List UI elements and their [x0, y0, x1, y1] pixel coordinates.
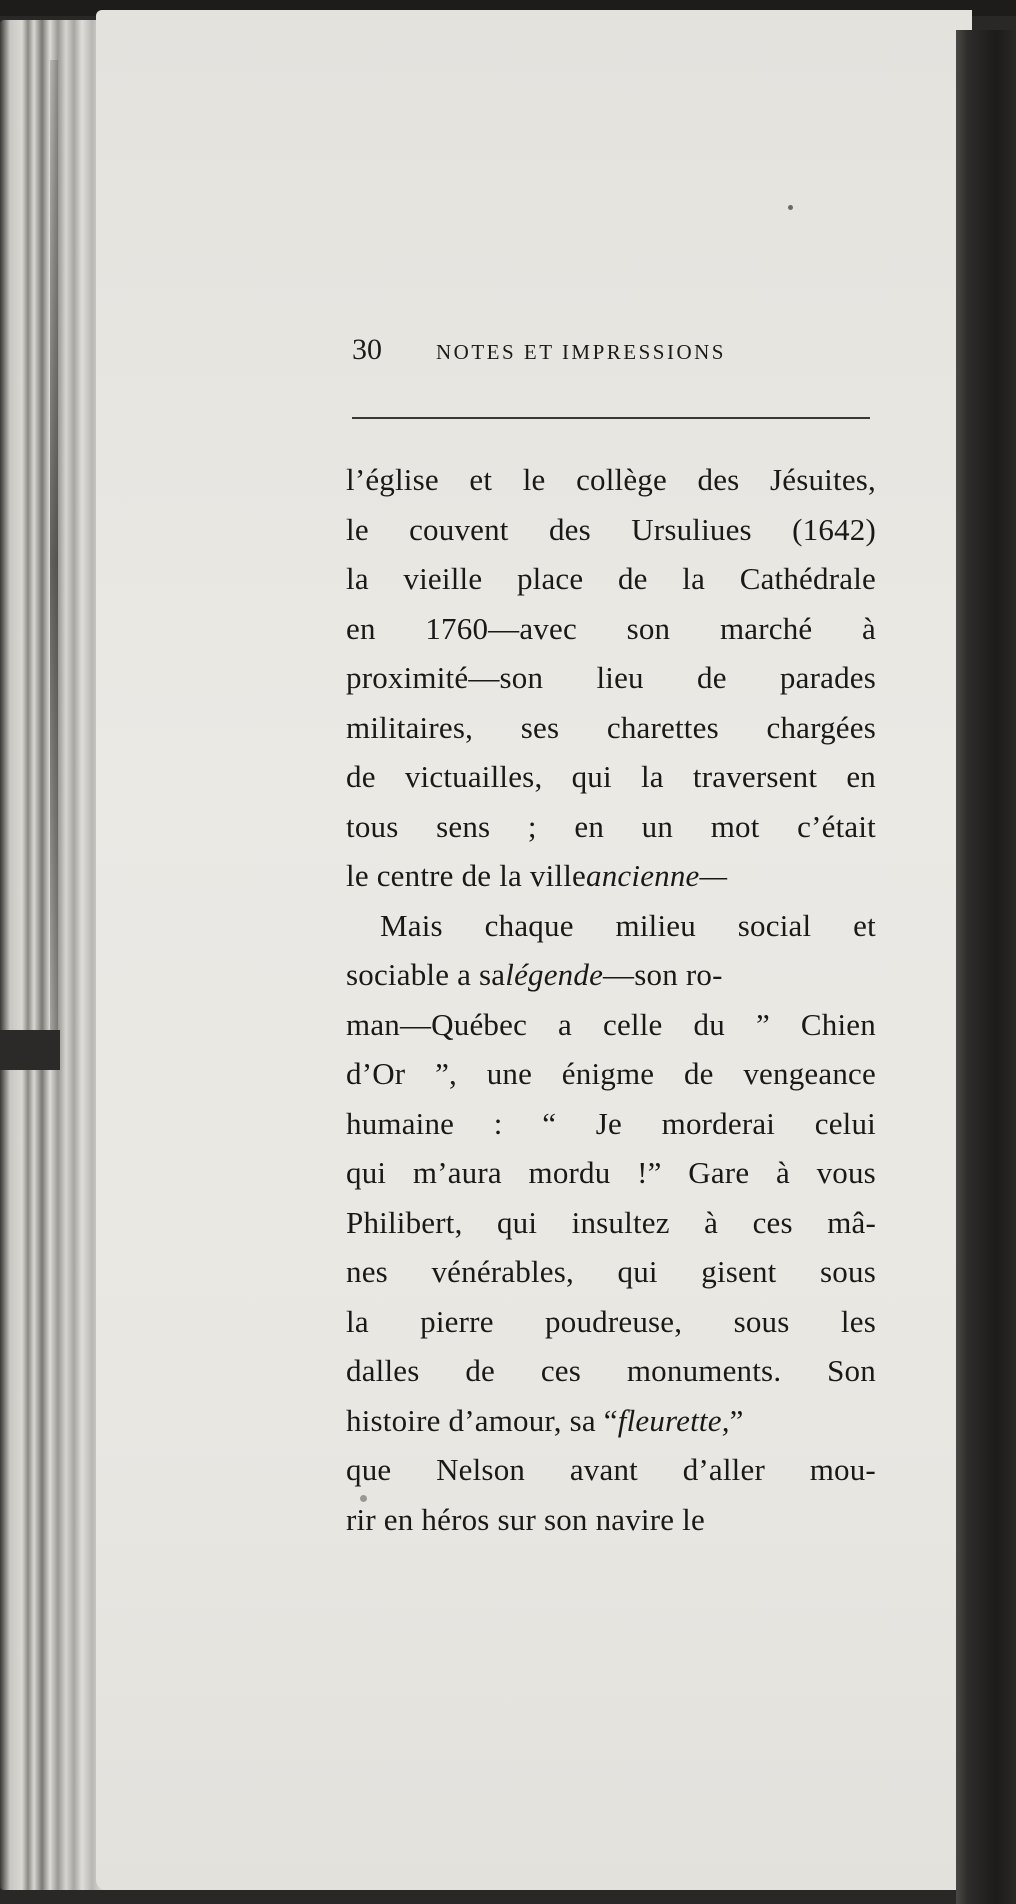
text-word: mordu [528, 1155, 611, 1190]
text-word: la [346, 561, 369, 596]
text-word: collège [576, 462, 667, 497]
text-word: : [493, 1105, 503, 1141]
text-line [346, 1000, 876, 1050]
running-header [352, 330, 792, 370]
text-word: Son [827, 1353, 876, 1388]
text-line [346, 1049, 876, 1099]
text-word: Philibert, [346, 1204, 463, 1240]
text-word: sens [436, 808, 491, 844]
book-binding [956, 30, 1016, 1904]
text-word: du [693, 1006, 725, 1042]
text-word: Nelson [436, 1452, 526, 1487]
text-span: sociable a sa [346, 957, 506, 992]
text-word: milieu [615, 907, 696, 943]
text-word: la [682, 561, 706, 596]
text-word: de [617, 561, 648, 596]
text-line [346, 1297, 876, 1347]
text-word: ”, [435, 1056, 457, 1091]
text-word: Mais [380, 907, 443, 943]
text-word: victuailles, [404, 759, 543, 794]
text-word: de [683, 1056, 714, 1091]
text-word: ; [527, 808, 537, 844]
text-line [346, 1346, 876, 1396]
text-word: Gare [688, 1155, 750, 1190]
text-span: rir en héros sur son navire le [346, 1501, 705, 1537]
text-word: Je [595, 1105, 623, 1141]
text-line [346, 1445, 876, 1495]
text-word: (1642) [792, 511, 876, 547]
text-word: place [516, 561, 584, 596]
text-word: militaires, [346, 709, 474, 745]
text-word: son [626, 610, 671, 646]
paragraph-start-line [346, 901, 876, 951]
text-word: dalles [346, 1353, 420, 1388]
text-line [346, 1198, 876, 1248]
text-word: et [469, 462, 493, 497]
page-edge-notch [0, 1030, 60, 1070]
text-line [346, 653, 876, 703]
text-word: c’était [797, 808, 876, 844]
page-number: 30 [352, 333, 382, 366]
text-word: monuments. [626, 1353, 782, 1388]
text-word: vous [816, 1155, 876, 1190]
text-word: énigme [561, 1056, 655, 1091]
text-word: m’aura [412, 1155, 502, 1190]
text-word: poudreuse, [545, 1303, 683, 1339]
text-word: a [558, 1006, 573, 1042]
text-word: et [853, 907, 876, 943]
text-word: des [697, 462, 740, 497]
text-word: en [846, 759, 876, 794]
text-word: à [862, 610, 876, 646]
paper-speck [788, 205, 793, 210]
text-span [346, 851, 727, 901]
text-line [346, 455, 876, 505]
text-word: Ursuliues [631, 511, 752, 547]
text-word: Cathédrale [739, 561, 876, 596]
text-word: traversent [692, 759, 818, 794]
text-span: ” [729, 1402, 744, 1438]
text-word: des [548, 511, 591, 547]
text-word: la [346, 1303, 369, 1339]
text-line [346, 1099, 876, 1149]
text-word: social [737, 907, 812, 943]
text-word: l’église [346, 462, 439, 497]
text-word: Chien [800, 1006, 876, 1042]
text-word: charettes [606, 709, 719, 745]
text-word: tous [346, 808, 399, 844]
body-text [346, 455, 876, 1544]
text-word: de [465, 1353, 496, 1388]
text-word: que [346, 1452, 392, 1487]
text-word: les [840, 1303, 876, 1339]
running-title: NOTES ET IMPRESSIONS [436, 340, 726, 364]
text-line [346, 752, 876, 802]
text-word: en [574, 808, 605, 844]
text-span [346, 1396, 744, 1446]
text-span: le centre de la ville [346, 858, 587, 893]
text-word: d’aller [682, 1452, 765, 1487]
text-word: celui [814, 1105, 876, 1141]
text-word: de [346, 759, 376, 794]
text-word: morderai [661, 1105, 776, 1141]
text-span [346, 950, 723, 1000]
text-word: ces [752, 1204, 793, 1240]
text-line [346, 703, 876, 753]
text-word: à [704, 1204, 719, 1240]
text-word: de [697, 660, 727, 695]
text-line [346, 554, 876, 604]
italic-word: légende [505, 957, 604, 992]
text-word: en [346, 610, 376, 646]
text-span: —son ro- [603, 957, 723, 992]
text-line [346, 950, 876, 1000]
text-word: insultez [571, 1204, 670, 1240]
text-word: parades [779, 660, 876, 695]
text-word: vengeance [743, 1056, 876, 1091]
text-word: une [486, 1056, 533, 1091]
text-line [346, 851, 876, 901]
italic-word: fleurette, [617, 1402, 730, 1438]
text-word: 1760—avec [425, 610, 577, 646]
text-word: ces [540, 1353, 582, 1388]
text-word: “ [542, 1105, 557, 1141]
text-word: vénérables, [431, 1254, 574, 1289]
text-line [346, 1148, 876, 1198]
italic-word: ancienne— [586, 858, 728, 893]
text-span: histoire d’amour, sa “ [346, 1402, 618, 1438]
text-word: un [641, 808, 674, 844]
text-line [346, 802, 876, 852]
text-word: chaque [484, 907, 574, 943]
text-line [346, 604, 876, 654]
text-word: qui [617, 1254, 658, 1289]
text-word: man—Québec [346, 1006, 528, 1042]
text-word: la [640, 759, 664, 794]
text-word: mot [710, 808, 760, 844]
text-word: d’Or [346, 1056, 406, 1091]
text-word: à [775, 1155, 790, 1190]
text-word: marché [719, 610, 813, 646]
text-word: avant [569, 1452, 638, 1487]
text-word: pierre [420, 1303, 494, 1339]
text-word: !” [637, 1155, 662, 1190]
text-word: qui [496, 1204, 538, 1240]
header-rule [352, 417, 870, 419]
text-word: sous [820, 1254, 876, 1289]
text-word: Jésuites, [770, 462, 876, 497]
text-word: sous [733, 1303, 790, 1339]
text-word: proximité—son [346, 660, 544, 695]
page-edge-shadow [50, 60, 58, 1060]
text-word: qui [346, 1155, 387, 1190]
text-word: vieille [403, 561, 483, 596]
text-word: le [346, 511, 369, 547]
text-word: nes [346, 1254, 388, 1289]
text-line [346, 1247, 876, 1297]
text-word: mou- [809, 1452, 876, 1487]
text-word: celle [603, 1006, 663, 1042]
text-word: mâ- [827, 1204, 876, 1240]
text-word: couvent [409, 511, 509, 547]
text-line [346, 505, 876, 555]
text-line [346, 1495, 876, 1545]
text-word: ses [520, 709, 560, 745]
text-word: humaine [346, 1105, 455, 1141]
stacked-page-edges [0, 20, 110, 1890]
text-word: le [522, 462, 546, 497]
text-word: chargées [766, 709, 876, 745]
text-word: ” [755, 1006, 770, 1042]
text-word: lieu [596, 660, 644, 695]
text-word: qui [571, 759, 612, 794]
text-line [346, 1396, 876, 1446]
text-word: gisent [701, 1254, 777, 1289]
